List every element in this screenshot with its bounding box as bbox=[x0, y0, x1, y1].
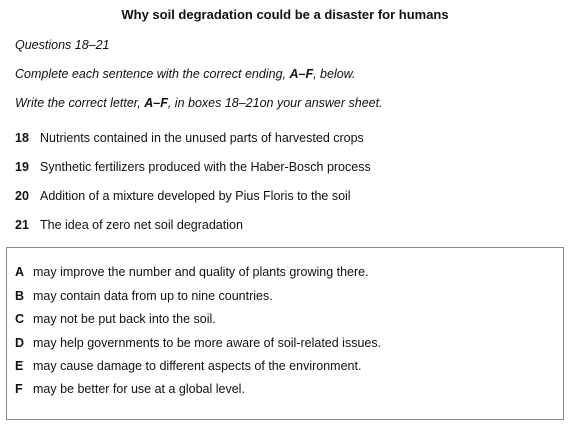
instruction-write-text-2: , in boxes 18–21on your answer sheet. bbox=[167, 96, 383, 110]
instruction-write-range: A–F bbox=[144, 96, 168, 110]
question-item bbox=[15, 218, 243, 232]
ending-text: may contain data from up to nine countries. bbox=[33, 289, 273, 303]
ending-option bbox=[15, 289, 273, 303]
question-text: Addition of a mixture developed by Pius Floris to the soil bbox=[40, 189, 351, 203]
instruction-write bbox=[15, 96, 383, 110]
ending-letter: D bbox=[15, 336, 25, 350]
question-item bbox=[15, 131, 364, 145]
ending-text: may improve the number and quality of plants growing there. bbox=[33, 265, 369, 279]
ending-letter: A bbox=[15, 265, 25, 279]
ending-letter: E bbox=[15, 359, 24, 373]
question-text: Synthetic fertilizers produced with the Haber-Bosch process bbox=[40, 160, 371, 174]
endings-box bbox=[6, 247, 564, 420]
question-number: 20 bbox=[15, 189, 29, 203]
question-item bbox=[15, 160, 371, 174]
ending-option bbox=[15, 382, 245, 396]
instruction-complete-text-2: , below. bbox=[313, 67, 356, 81]
ending-letter: B bbox=[15, 289, 25, 303]
page-title: Why soil degradation could be a disaster for humans bbox=[121, 7, 449, 22]
ending-text: may help governments to be more aware of soil-related issues. bbox=[33, 336, 382, 350]
ending-letter: F bbox=[15, 382, 23, 396]
question-item bbox=[15, 189, 351, 203]
question-text: Nutrients contained in the unused parts of harvested crops bbox=[40, 131, 364, 145]
ending-text: may not be put back into the soil. bbox=[33, 312, 216, 326]
ending-option bbox=[15, 359, 361, 373]
instruction-write-text-1: Write the correct letter, bbox=[15, 96, 145, 110]
question-number: 18 bbox=[15, 131, 29, 145]
ending-letter: C bbox=[15, 312, 25, 326]
ending-text: may be better for use at a global level. bbox=[33, 382, 245, 396]
questions-heading: Questions 18–21 bbox=[15, 38, 110, 52]
ending-option bbox=[15, 312, 216, 326]
ending-option bbox=[15, 265, 369, 279]
ending-option bbox=[15, 336, 381, 350]
question-number: 21 bbox=[15, 218, 29, 232]
instruction-complete-text-1: Complete each sentence with the correct ending, bbox=[15, 67, 290, 81]
instruction-complete-range: A–F bbox=[289, 67, 314, 81]
ending-text: may cause damage to different aspects of the environment. bbox=[33, 359, 362, 373]
question-number: 19 bbox=[15, 160, 29, 174]
question-text: The idea of zero net soil degradation bbox=[40, 218, 243, 232]
instruction-complete bbox=[15, 67, 355, 81]
